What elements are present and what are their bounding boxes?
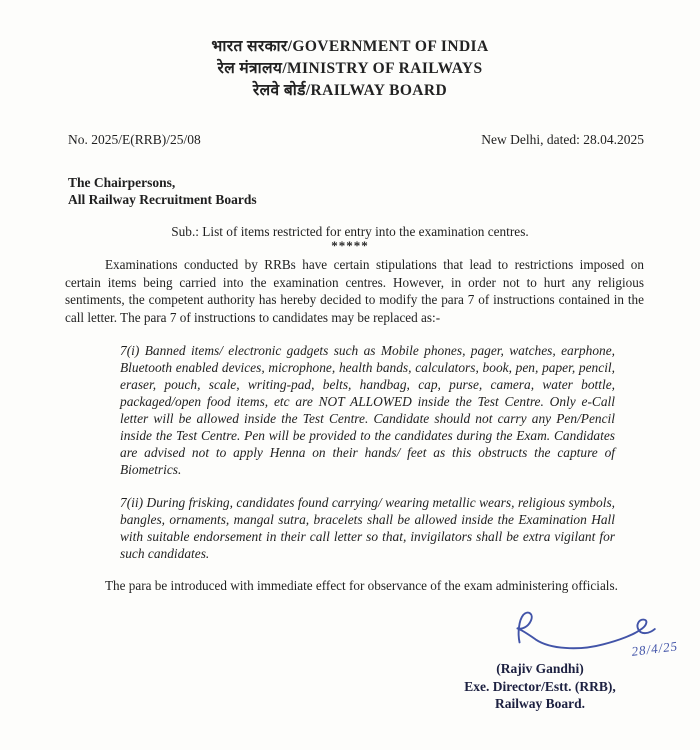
- handwritten-date: 28/4/25: [630, 638, 679, 659]
- letterhead-board-line: रेलवे बोर्ड/RAILWAY BOARD: [252, 82, 448, 99]
- signatory-designation: Exe. Director/Estt. (RRB),: [464, 678, 616, 694]
- instruction-para-7ii: 7(ii) During frisking, candidates found carrying/ wearing metallic wears, religious symbols, bangles, ornaments, mangal sutra, bracelets shall be allowed inside the Examination Hall with suitable endorsement in their call letter so that, invigilators shall be extra vigilant for such candidates.: [120, 495, 615, 561]
- signatory-office: Railway Board.: [494, 696, 585, 711]
- subject-line: Sub.: List of items restricted for entry into the examination centres.: [171, 224, 529, 239]
- closing-paragraph: The para be introduced with immediate effect for observance of the exam administering officials.: [105, 578, 618, 593]
- letterhead-ministry-line: रेल मंत्रालय/MINISTRY OF RAILWAYS: [217, 60, 483, 77]
- subject-separator: *****: [331, 238, 369, 253]
- addressee-line-2: All Railway Recruitment Boards: [68, 192, 257, 207]
- addressee-block: [0, 174, 700, 208]
- signature-area: [380, 610, 680, 713]
- letterhead: [0, 0, 700, 102]
- reference-row: [0, 132, 700, 148]
- reference-number: No. 2025/E(RRB)/25/08: [68, 132, 201, 147]
- letterhead-govt-line: भारत सरकार/GOVERNMENT OF INDIA: [211, 38, 489, 55]
- signatory-name: (Rajiv Gandhi): [496, 661, 584, 676]
- handwritten-signature-icon: [380, 610, 680, 646]
- instruction-para-7i: 7(i) Banned items/ electronic gadgets such as Mobile phones, pager, watches, earphone, Bluetooth enabled devices, microphone, health bands, calculators, book, pen, paper, pencil, eraser, pouch, scale, writing-pad, belts, handbag, cap, purse, camera, water bottle, packaged/open food items, etc are NOT ALLOWED inside the Test Centre. Only e-Call letter will be allowed inside the Test Centre. Candidate should not carry any Pen/Pencil inside the Test Centre. Pen will be provided to the candidates during the Exam. Candidates are advised not to apply Henna on their hands/ feet as this obstructs the capture of Biometrics.: [120, 343, 615, 477]
- body-paragraph-1: Examinations conducted by RRBs have certain stipulations that lead to restrictions imposed on certain items being carried into the examination centres. However, in order not to hurt any religious sentiments, the competent authority has hereby decided to modify the para 7 of instructions contained in the call letter. The para 7 of instructions to candidates may be replaced as:-: [65, 257, 644, 325]
- place-and-date: New Delhi, dated: 28.04.2025: [481, 132, 644, 147]
- addressee-line-1: The Chairpersons,: [68, 175, 176, 190]
